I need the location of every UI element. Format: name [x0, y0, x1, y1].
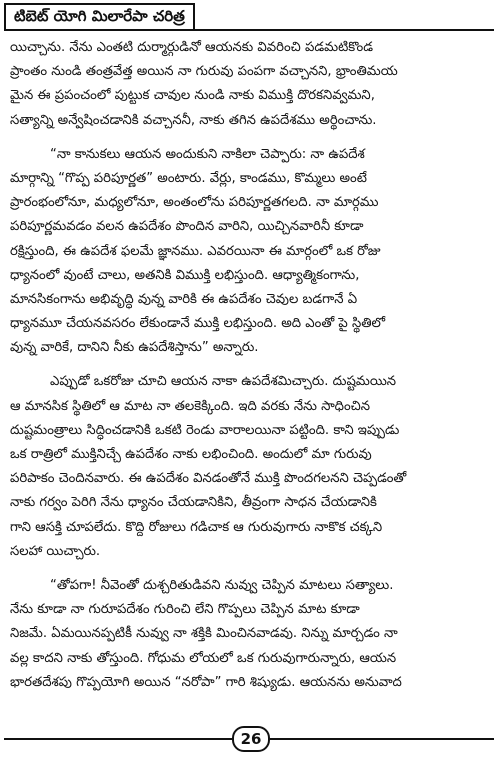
paragraph-1	[10, 36, 494, 133]
running-header	[4, 3, 494, 31]
text-line: గాని ఆసక్తి చూపలేదు. కొద్ది రోజులు గడిచాక ఆ గురువుగారు నాకొక చక్కని	[10, 519, 383, 535]
text-line: సత్యాన్ని అన్వేషించడానికి వచ్చాననీ, నాకు తగిన ఉపదేశము అర్థించాను.	[10, 112, 377, 128]
text-line: నిజమే. ఏమయినప్పటికీ నువ్వు నా శక్తికి మించినవాడవు. నిన్ను మార్చడం నా	[10, 626, 398, 642]
paragraph-4	[10, 574, 494, 695]
page-body	[10, 36, 494, 716]
text-line: మానసికంగాను అభివృద్ధి వున్న వారికి ఈ ఉపదేశం చెవుల బడగానే ఏ	[10, 291, 358, 307]
text-line: ఎప్పుడో ఒకరోజు చూచి ఆయన నాకా ఉపదేశమిచ్చారు. దుష్టమయిన	[50, 374, 397, 390]
text-line: సలహా యిచ్చారు.	[10, 543, 101, 559]
text-line: “నా కానుకలు ఆయన అందుకుని నాకిలా చెప్పారు: నా ఉపదేశ	[50, 146, 365, 162]
paragraph-2	[10, 143, 494, 361]
text-line: ప్రాంతం నుండి తంత్రవేత్త అయిన నా గురువు పంపగా వచ్చానని, భ్రాంతిమయ	[10, 64, 398, 80]
running-title: టిబెట్ యోగి మిలారేపా చరిత్ర	[4, 3, 195, 29]
text-line: మార్గాన్ని “గొప్ప పరిపూర్ణత” అంటారు. వేర్లు, కాండము, కొమ్మలు అంటే	[10, 170, 367, 186]
text-line: యిచ్చాను. నేను ఎంతటి దుర్మార్గుడినో ఆయనకు వివరించి పడమటికొండ	[10, 40, 373, 55]
text-line: ఒక రాత్రిలో ముక్తినిచ్చే ఉపదేశం నాకు లభించింది. అందులో మా గురువు	[10, 447, 372, 462]
text-line: వల్ల కాదని నాకు తోస్తుంది. గోధుమ లోయలో ఒక గురువుగారున్నారు, ఆయన	[10, 650, 397, 666]
text-line: నాకు గర్వం పెరిగి నేను ధ్యానం చేయడానికిని, తీవ్రంగా సాధన చేయడానికి	[10, 495, 377, 511]
paragraph-3	[10, 370, 494, 564]
text-line: ప్రారంభంలోనూ, మధ్యలోనూ, అంతంలోను పరిపూర్ణతగలది. నా మార్గము	[10, 195, 379, 211]
text-line: నేను కూడా నా గురూపదేశం గురించి లేని గొప్పలు చెప్పిన మాట కూడా	[10, 602, 360, 618]
text-line: భారతదేశపు గొప్పయోగి అయిన “నరోపా” గారి శిష్యుడు. ఆయనను అనువాద	[10, 674, 402, 690]
text-line: పరిపాకం చెందినవారు. ఈ ఉపదేశం వినడంతోనే ముక్తి పొందగలనని చెప్పడంతో	[10, 471, 407, 487]
text-line: మైన ఈ ప్రపంచంలో పుట్టుక చావుల నుండి నాకు విముక్తి దొరకనివ్వమని,	[10, 88, 375, 104]
text-line: రక్షిస్తుంది, ఈ ఉపదేశ ఫలమే జ్ఞానము. ఎవరయినా ఈ మార్గంలో ఒక రోజు	[10, 243, 381, 259]
text-line: వున్న వారికే, దానిని నీకు ఉపదేశిస్తాను” అన్నారు.	[10, 340, 259, 356]
text-line: పరిపూర్ణమవడం వలన ఉపదేశం పొందిన వారిని, యిచ్చినవారినీ కూడా	[10, 219, 364, 235]
page-footer	[4, 726, 494, 756]
text-line: “తోపగా! నీవెంతో దుశ్చరితుడివని నువ్వు చెప్పిన మాటలు సత్యాలు.	[50, 577, 394, 593]
text-line: ధ్యానంలో వుంటే చాలు, అతనికి విముక్తి లభిస్తుంది. ఆధ్యాత్మికంగాను,	[10, 267, 360, 283]
text-line: దుష్టమంత్రాలు సిద్ధించడానికి ఒకటి రెండు వారాలయినా పట్టింది. కాని ఇప్పుడు	[10, 422, 400, 438]
text-line: ధ్యానమూ చేయనవసరం లేకుండానే ముక్తి లభిస్తుంది. అది ఎంతో పై స్థితిలో	[10, 316, 386, 332]
text-line: ఆ మానసిక స్థితిలో ఆ మాట నా తలకెక్కింది. ఇది వరకు నేను సాధించిన	[10, 398, 371, 414]
page-number: 26	[232, 726, 270, 752]
